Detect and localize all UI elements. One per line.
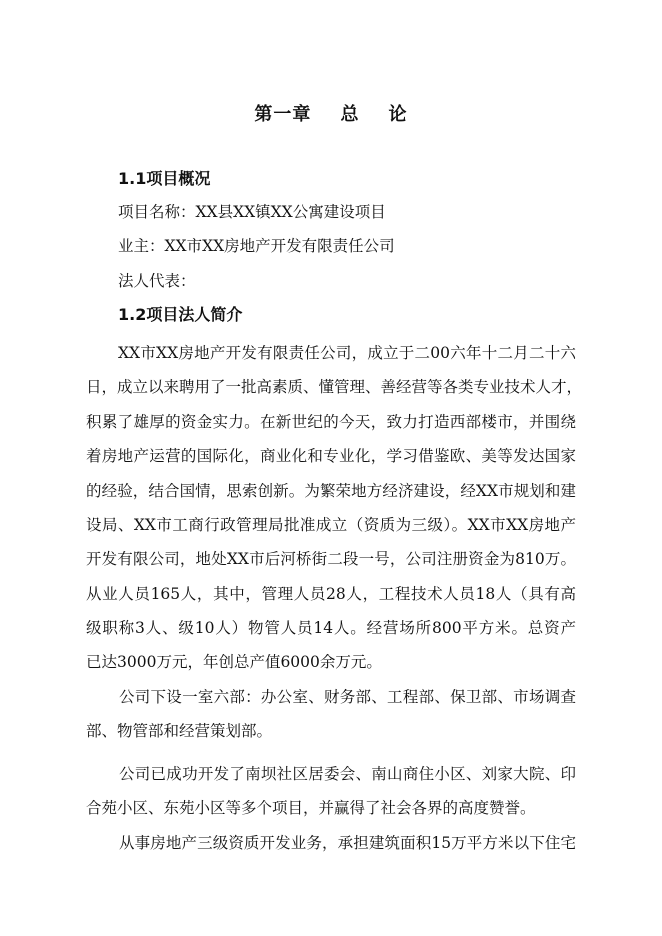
paragraph-line: 部、物管部和经营策划部。 [86, 722, 273, 740]
paragraph-line: 级职称3人、级10人）物管人员14人。经营场所800平方米。总资产 [86, 619, 576, 637]
paragraph-line: 积累了雄厚的资金实力。在新世纪的今天，致力打造西部楼市，并围绕 [86, 413, 576, 431]
paragraph-line: 公司下设一室六部：办公室、财务部、工程部、保卫部、市场调查 [119, 688, 576, 706]
project-name-line: 项目名称：XX县XX镇XX公寓建设项目 [118, 203, 386, 221]
paragraph-line: 从事房地产三级资质开发业务，承担建筑面积15万平方米以下住宅 [119, 834, 576, 852]
paragraph-line: XX市XX房地产开发有限责任公司，成立于二00六年十二月二十六 [118, 344, 576, 362]
paragraph-line: 合苑小区、东苑小区等多个项目，并赢得了社会各界的高度赞誉。 [86, 799, 536, 817]
section-heading-1-2: 1.2项目法人简介 [118, 305, 243, 324]
legal-rep-line: 法人代表： [118, 272, 196, 290]
owner-line: 业主：XX市XX房地产开发有限责任公司 [118, 237, 395, 255]
paragraph-line: 已达3000万元，年创总产值6000余万元。 [86, 653, 382, 671]
paragraph-line: 从业人员165人，其中，管理人员28人，工程技术人员18人（具有高 [86, 585, 576, 603]
paragraph-line: 公司已成功开发了南坝社区居委会、南山商住小区、刘家大院、印 [119, 765, 576, 783]
chapter-title: 第一章 总 论 [254, 104, 408, 125]
paragraph-line: 日，成立以来聘用了一批高素质、懂管理、善经营等各类专业技术人才， [86, 378, 583, 396]
section-heading-1-1: 1.1项目概况 [118, 169, 211, 188]
paragraph-line: 设局、XX市工商行政管理局批准成立（资质为三级）。XX市XX房地产 [86, 516, 576, 534]
paragraph-line: 的经验，结合国情，思索创新。为繁荣地方经济建设，经XX市规划和建 [86, 482, 576, 500]
paragraph-line: 着房地产运营的国际化，商业化和专业化，学习借鉴欧、美等发达国家 [86, 447, 576, 465]
paragraph-line: 开发有限公司，地处XX市后河桥街二段一号，公司注册资金为810万。 [86, 550, 576, 568]
